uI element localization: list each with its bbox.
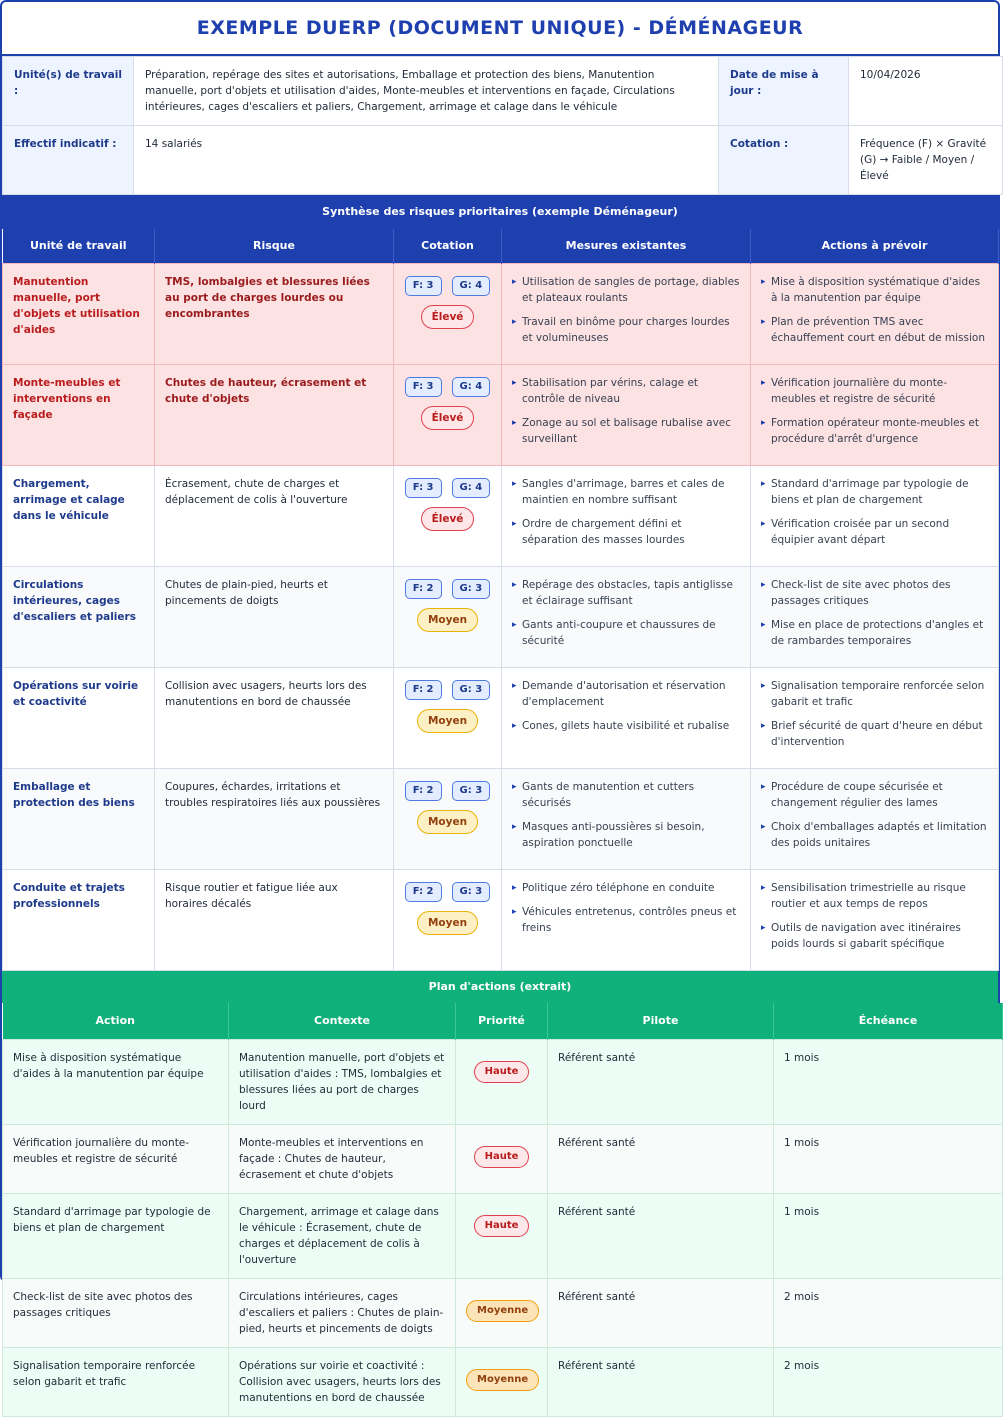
risk-text: Risque routier et fatigue liée aux horaires décalés <box>165 882 338 910</box>
contexte-cell: Manutention manuelle, port d'objets et utilisation d'aides : TMS, lombalgies et blessures liées au port de charges lourd <box>229 1040 456 1125</box>
actions-cell <box>751 566 999 667</box>
mesure-item: ▸ Gants anti-coupure et chaussures de sécurité <box>512 617 740 649</box>
mesure-item: ▸ Repérage des obstacles, tapis antiglisse et éclairage suffisant <box>512 577 740 609</box>
action-item: ▸ Plan de prévention TMS avec échauffement court en début de mission <box>761 314 988 346</box>
priorite-cell <box>456 1348 548 1417</box>
action-item: ▸ Signalisation temporaire renforcée selon gabarit et trafic <box>761 678 988 710</box>
contexte-cell: Monte-meubles et interventions en façade : Chutes de hauteur, écrasement et chute d'objets <box>229 1125 456 1194</box>
action-header-row <box>3 1003 1003 1040</box>
frequence-chip: F: 2 <box>405 781 442 801</box>
priority-badge: Haute <box>474 1146 530 1168</box>
cotation-chips <box>404 276 491 296</box>
risk-text-cell <box>155 364 394 465</box>
col-header-risque: Risque <box>155 229 394 263</box>
priority-badge: Haute <box>474 1215 530 1237</box>
cotation-cell <box>394 465 502 566</box>
action-cell: Signalisation temporaire renforcée selon gabarit et trafic <box>3 1348 229 1417</box>
frequence-chip: F: 2 <box>405 680 442 700</box>
risk-text: Collision avec usagers, heurts lors des manutentions en bord de chaussée <box>165 680 367 708</box>
risk-unit-cell <box>3 263 155 364</box>
col-header-echeance: Échéance <box>774 1003 1003 1040</box>
pilote-cell: Référent santé <box>548 1125 774 1194</box>
cotation-chips <box>404 478 491 498</box>
mesures-cell <box>502 768 751 869</box>
info-table <box>2 56 1003 195</box>
action-item: ▸ Mise en place de protections d'angles et de rambardes temporaires <box>761 617 988 649</box>
priority-badge: Moyenne <box>466 1369 539 1391</box>
risk-row <box>3 667 999 768</box>
mesures-cell <box>502 667 751 768</box>
effectif-value: 14 salariés <box>134 126 719 195</box>
risk-unit: Chargement, arrimage et calage dans le véhicule <box>13 478 125 522</box>
priorite-cell <box>456 1040 548 1125</box>
date-label: Date de mise à jour : <box>719 57 849 126</box>
col-header-action: Action <box>3 1003 229 1040</box>
mesures-cell <box>502 566 751 667</box>
risk-text-cell <box>155 465 394 566</box>
gravite-chip: G: 3 <box>452 882 491 902</box>
mesures-cell <box>502 364 751 465</box>
col-header-pilote: Pilote <box>548 1003 774 1040</box>
actions-cell <box>751 364 999 465</box>
frequence-chip: F: 2 <box>405 579 442 599</box>
gravite-chip: G: 4 <box>452 377 491 397</box>
actions-list <box>761 375 988 447</box>
risk-table <box>2 229 999 971</box>
mesures-cell <box>502 869 751 970</box>
level-badge: Élevé <box>421 305 475 329</box>
risk-row <box>3 566 999 667</box>
risk-text-cell <box>155 667 394 768</box>
priorite-cell <box>456 1279 548 1348</box>
gravite-chip: G: 4 <box>452 478 491 498</box>
col-header-actions: Actions à prévoir <box>751 229 999 263</box>
gravite-chip: G: 3 <box>452 680 491 700</box>
action-item: ▸ Standard d'arrimage par typologie de biens et plan de chargement <box>761 476 988 508</box>
frequence-chip: F: 3 <box>405 377 442 397</box>
mesure-item: ▸ Stabilisation par vérins, calage et contrôle de niveau <box>512 375 740 407</box>
risk-row <box>3 465 999 566</box>
frequence-chip: F: 3 <box>405 478 442 498</box>
actions-cell <box>751 869 999 970</box>
risk-row <box>3 364 999 465</box>
echeance-cell: 1 mois <box>774 1194 1003 1279</box>
unites-label: Unité(s) de travail : <box>3 57 134 126</box>
actions-list <box>761 880 988 952</box>
gravite-chip: G: 3 <box>452 781 491 801</box>
cotation-value: Fréquence (F) × Gravité (G) → Faible / Moyen / Élevé <box>849 126 1003 195</box>
action-item: ▸ Brief sécurité de quart d'heure en début d'intervention <box>761 718 988 750</box>
action-item: ▸ Sensibilisation trimestrielle au risque routier et aux temps de repos <box>761 880 988 912</box>
cotation-cell <box>394 566 502 667</box>
actions-cell <box>751 667 999 768</box>
risk-text-cell <box>155 566 394 667</box>
synthese-title: Synthèse des risques prioritaires (exemple Déménageur) <box>2 195 998 229</box>
action-row <box>3 1194 1003 1279</box>
actions-cell <box>751 768 999 869</box>
effectif-label: Effectif indicatif : <box>3 126 134 195</box>
action-cell: Mise à disposition systématique d'aides à la manutention par équipe <box>3 1040 229 1125</box>
cotation-chips <box>404 579 491 599</box>
risk-text-cell <box>155 263 394 364</box>
action-table <box>2 1003 1003 1417</box>
mesure-item: ▸ Ordre de chargement défini et séparation des masses lourdes <box>512 516 740 548</box>
risk-unit-cell <box>3 465 155 566</box>
risk-unit-cell <box>3 768 155 869</box>
risk-unit: Opérations sur voirie et coactivité <box>13 680 138 708</box>
actions-list <box>761 274 988 346</box>
cotation-chips <box>404 882 491 902</box>
risk-text: Chutes de hauteur, écrasement et chute d'objets <box>165 377 366 405</box>
risk-unit: Circulations intérieures, cages d'escaliers et paliers <box>13 579 136 623</box>
action-cell: Check-list de site avec photos des passages critiques <box>3 1279 229 1348</box>
risk-row <box>3 869 999 970</box>
mesures-list <box>512 577 740 649</box>
gravite-chip: G: 4 <box>452 276 491 296</box>
risk-text: TMS, lombalgies et blessures liées au port de charges lourdes ou encombrantes <box>165 276 370 320</box>
risk-unit: Emballage et protection des biens <box>13 781 135 809</box>
mesures-cell <box>502 263 751 364</box>
mesure-item: ▸ Masques anti-poussières si besoin, aspiration ponctuelle <box>512 819 740 851</box>
action-row <box>3 1125 1003 1194</box>
frequence-chip: F: 2 <box>405 882 442 902</box>
contexte-cell: Circulations intérieures, cages d'escaliers et paliers : Chutes de plain-pied, heurts et pincements de doigts <box>229 1279 456 1348</box>
action-row <box>3 1279 1003 1348</box>
action-item: ▸ Check-list de site avec photos des passages critiques <box>761 577 988 609</box>
mesures-list <box>512 779 740 851</box>
mesure-item: ▸ Zonage au sol et balisage rubalise avec surveillant <box>512 415 740 447</box>
risk-unit: Manutention manuelle, port d'objets et utilisation d'aides <box>13 276 140 336</box>
mesures-cell <box>502 465 751 566</box>
action-item: ▸ Vérification journalière du monte-meubles et registre de sécurité <box>761 375 988 407</box>
plan-title: Plan d'actions (extrait) <box>2 971 998 1003</box>
echeance-cell: 1 mois <box>774 1040 1003 1125</box>
gravite-chip: G: 3 <box>452 579 491 599</box>
mesure-item: ▸ Cones, gilets haute visibilité et rubalise <box>512 718 740 734</box>
mesure-item: ▸ Sangles d'arrimage, barres et cales de maintien en nombre suffisant <box>512 476 740 508</box>
action-item: ▸ Mise à disposition systématique d'aides à la manutention par équipe <box>761 274 988 306</box>
level-badge: Élevé <box>421 406 475 430</box>
level-badge: Moyen <box>417 608 478 632</box>
mesure-item: ▸ Véhicules entretenus, contrôles pneus et freins <box>512 904 740 936</box>
risk-unit: Conduite et trajets professionnels <box>13 882 125 910</box>
priority-badge: Moyenne <box>466 1300 539 1322</box>
risk-text: Coupures, échardes, irritations et troubles respiratoires liés aux poussières <box>165 781 380 809</box>
priorite-cell <box>456 1194 548 1279</box>
info-row <box>3 57 1003 126</box>
mesure-item: ▸ Demande d'autorisation et réservation d'emplacement <box>512 678 740 710</box>
cotation-cell <box>394 869 502 970</box>
risk-text-cell <box>155 768 394 869</box>
contexte-cell: Chargement, arrimage et calage dans le véhicule : Écrasement, chute de charges et déplacement de colis à l'ouverture <box>229 1194 456 1279</box>
risk-header-row <box>3 229 999 263</box>
level-badge: Moyen <box>417 911 478 935</box>
date-value: 10/04/2026 <box>849 57 1003 126</box>
mesures-list <box>512 880 740 936</box>
risk-unit-cell <box>3 364 155 465</box>
level-badge: Moyen <box>417 810 478 834</box>
mesure-item: ▸ Travail en binôme pour charges lourdes et volumineuses <box>512 314 740 346</box>
risk-unit-cell <box>3 566 155 667</box>
priority-badge: Haute <box>474 1061 530 1083</box>
action-row <box>3 1040 1003 1125</box>
contexte-cell: Opérations sur voirie et coactivité : Collision avec usagers, heurts lors des manutentions en bord de chaussée <box>229 1348 456 1417</box>
risk-unit-cell <box>3 869 155 970</box>
mesures-list <box>512 274 740 346</box>
action-item: ▸ Procédure de coupe sécurisée et changement régulier des lames <box>761 779 988 811</box>
risk-text: Chutes de plain-pied, heurts et pincements de doigts <box>165 579 328 607</box>
col-header-cotation: Cotation <box>394 229 502 263</box>
cotation-chips <box>404 680 491 700</box>
frequence-chip: F: 3 <box>405 276 442 296</box>
col-header-contexte: Contexte <box>229 1003 456 1040</box>
pilote-cell: Référent santé <box>548 1040 774 1125</box>
action-item: ▸ Outils de navigation avec itinéraires poids lourds si gabarit spécifique <box>761 920 988 952</box>
risk-row <box>3 768 999 869</box>
action-item: ▸ Choix d'emballages adaptés et limitation des poids unitaires <box>761 819 988 851</box>
action-cell: Vérification journalière du monte-meubles et registre de sécurité <box>3 1125 229 1194</box>
actions-cell <box>751 263 999 364</box>
mesure-item: ▸ Gants de manutention et cutters sécurisés <box>512 779 740 811</box>
level-badge: Moyen <box>417 709 478 733</box>
priorite-cell <box>456 1125 548 1194</box>
action-cell: Standard d'arrimage par typologie de biens et plan de chargement <box>3 1194 229 1279</box>
action-item: ▸ Formation opérateur monte-meubles et procédure d'arrêt d'urgence <box>761 415 988 447</box>
unites-value: Préparation, repérage des sites et autorisations, Emballage et protection des biens, Manutention manuelle, port d'objets et utilisation d'aides, Monte-meubles et interventions en façade, Circulations intérieures, cages d'escaliers et paliers, Chargement, arrimage et calage dans le véhicule <box>134 57 719 126</box>
col-header-unite: Unité de travail <box>3 229 155 263</box>
actions-cell <box>751 465 999 566</box>
actions-list <box>761 476 988 548</box>
cotation-cell <box>394 768 502 869</box>
pilote-cell: Référent santé <box>548 1279 774 1348</box>
info-row <box>3 126 1003 195</box>
cotation-chips <box>404 781 491 801</box>
cotation-cell <box>394 364 502 465</box>
risk-unit: Monte-meubles et interventions en façade <box>13 377 120 421</box>
cotation-chips <box>404 377 491 397</box>
mesure-item: ▸ Utilisation de sangles de portage, diables et plateaux roulants <box>512 274 740 306</box>
mesures-list <box>512 678 740 734</box>
echeance-cell: 1 mois <box>774 1125 1003 1194</box>
pilote-cell: Référent santé <box>548 1194 774 1279</box>
echeance-cell: 2 mois <box>774 1348 1003 1417</box>
risk-text: Écrasement, chute de charges et déplacement de colis à l'ouverture <box>165 478 347 506</box>
col-header-priorite: Priorité <box>456 1003 548 1040</box>
document-title: EXEMPLE DUERP (DOCUMENT UNIQUE) - DÉMÉNAGEUR <box>2 2 998 56</box>
risk-text-cell <box>155 869 394 970</box>
actions-list <box>761 577 988 649</box>
actions-list <box>761 678 988 750</box>
cotation-label: Cotation : <box>719 126 849 195</box>
mesure-item: ▸ Politique zéro téléphone en conduite <box>512 880 740 896</box>
risk-unit-cell <box>3 667 155 768</box>
risk-row <box>3 263 999 364</box>
cotation-cell <box>394 263 502 364</box>
mesures-list <box>512 375 740 447</box>
mesures-list <box>512 476 740 548</box>
level-badge: Élevé <box>421 507 475 531</box>
pilote-cell: Référent santé <box>548 1348 774 1417</box>
col-header-mesures: Mesures existantes <box>502 229 751 263</box>
cotation-cell <box>394 667 502 768</box>
actions-list <box>761 779 988 851</box>
action-item: ▸ Vérification croisée par un second équipier avant départ <box>761 516 988 548</box>
echeance-cell: 2 mois <box>774 1279 1003 1348</box>
action-row <box>3 1348 1003 1417</box>
